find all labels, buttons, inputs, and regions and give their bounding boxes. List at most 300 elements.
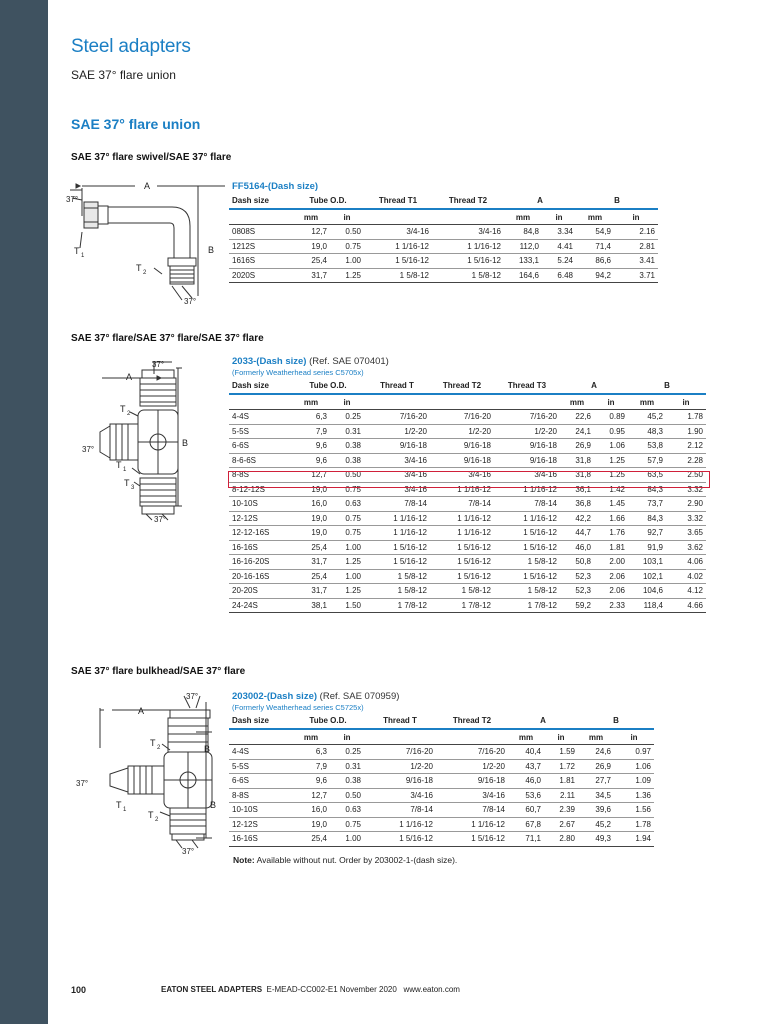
table-cell: 0.75	[330, 482, 364, 497]
table-cell: 7/16-20	[364, 745, 436, 760]
table-cell: 1.00	[330, 254, 364, 269]
swivel-elbow-diagram	[62, 176, 227, 306]
table-cell: 1 7/8-12	[430, 598, 494, 613]
table-cell: 7/16-20	[436, 745, 508, 760]
row-highlight-box	[228, 471, 710, 488]
table-cell: 3/4-16	[364, 788, 436, 803]
table-row	[229, 555, 706, 570]
table-cell: 63,5	[628, 468, 666, 483]
table-cell: 1.42	[594, 482, 628, 497]
label-angle: 37°	[154, 515, 167, 524]
table-cell: 0.38	[330, 774, 364, 789]
table-cell: 1/2-20	[436, 759, 508, 774]
table-cell: 1 5/16-12	[430, 569, 494, 584]
label-angle: 37°	[66, 195, 79, 204]
label-sub: 1	[123, 467, 127, 473]
table-cell: 3/4-16	[494, 468, 560, 483]
table-cell: 57,9	[628, 453, 666, 468]
table-cell: 0.95	[594, 424, 628, 439]
table-cell: 1 1/16-12	[436, 817, 508, 832]
table-cell: 53,8	[628, 439, 666, 454]
table-cell: 1 1/16-12	[494, 511, 560, 526]
table-cell: 0.75	[330, 239, 364, 254]
table-cell: 1 5/16-12	[494, 526, 560, 541]
table-cell: 1 1/16-12	[430, 482, 494, 497]
table-row	[229, 774, 654, 789]
table-row	[229, 268, 658, 283]
table-cell: 0.50	[330, 468, 364, 483]
table-cell: 1.81	[544, 774, 578, 789]
table-cell: 1 5/16-12	[430, 540, 494, 555]
table-cell: 42,2	[560, 511, 594, 526]
table-cell: 112,0	[504, 239, 542, 254]
table-row	[229, 254, 658, 269]
label-t: T	[124, 478, 130, 488]
table-cell: 16-16-20S	[229, 555, 292, 570]
table-cell: 1 1/16-12	[364, 511, 430, 526]
table-cell: 1.50	[330, 598, 364, 613]
table-cell: 1 5/8-12	[364, 268, 432, 283]
table-row	[229, 745, 654, 760]
table-cell: 2.06	[594, 569, 628, 584]
table-cell: 19,0	[292, 511, 330, 526]
table-cell: 60,7	[508, 803, 544, 818]
label-sub: 1	[81, 253, 85, 259]
side-band	[0, 0, 48, 1024]
table-cell: 1 1/16-12	[364, 817, 436, 832]
table-cell: 91,9	[628, 540, 666, 555]
table-cell: 6.48	[542, 268, 576, 283]
table-cell: 6,3	[292, 410, 330, 425]
table-cell: 10-10S	[229, 497, 292, 512]
table-cell: 7/16-20	[364, 410, 430, 425]
table-cell: 16-16S	[229, 540, 292, 555]
table-cell: 1.09	[614, 774, 654, 789]
table-cell: 3.34	[542, 225, 576, 240]
table-row	[229, 439, 706, 454]
table-cell: 1.72	[544, 759, 578, 774]
table-cell: 1/2-20	[494, 424, 560, 439]
table-cell: 0808S	[229, 225, 292, 240]
ff5164-rows	[229, 225, 658, 283]
table-cell: 52,3	[560, 584, 594, 599]
table-cell: 9/16-18	[430, 439, 494, 454]
table-row	[229, 598, 706, 613]
table-cell: 3.71	[614, 268, 658, 283]
table-cell: 27,7	[578, 774, 614, 789]
label-angle: 37°	[82, 445, 95, 454]
table-cell: 4.41	[542, 239, 576, 254]
table-cell: 25,4	[292, 254, 330, 269]
table-row	[229, 225, 658, 240]
table-row	[229, 569, 706, 584]
table-cell: 7/16-20	[494, 410, 560, 425]
table-cell: 2.33	[594, 598, 628, 613]
table-cell: 7/8-14	[436, 803, 508, 818]
table-cell: 1 5/8-12	[364, 569, 430, 584]
table-cell: 1.00	[330, 832, 364, 847]
table-cell: 1 1/16-12	[430, 511, 494, 526]
table-cell: 20-16-16S	[229, 569, 292, 584]
label-sub: 3	[131, 485, 135, 491]
table-cell: 1 5/8-12	[364, 584, 430, 599]
table-cell: 1 1/16-12	[430, 526, 494, 541]
table-cell: 46,0	[560, 540, 594, 555]
table-cell: 9/16-18	[494, 453, 560, 468]
table-cell: 2.80	[544, 832, 578, 847]
table-cell: 3.65	[666, 526, 706, 541]
table-cell: 12-12S	[229, 511, 292, 526]
table-cell: 2.06	[594, 584, 628, 599]
table-cell: 59,2	[560, 598, 594, 613]
table-cell: 53,6	[508, 788, 544, 803]
table-cell: 3/4-16	[364, 225, 432, 240]
label-t: T	[74, 246, 80, 256]
label-a: A	[144, 181, 151, 191]
label-t: T	[148, 810, 154, 820]
table-cell: 16,0	[292, 497, 330, 512]
table-cell: 1.25	[330, 268, 364, 283]
label-sub: 1	[123, 807, 127, 813]
block3-formerly: (Formerly Weatherhead series C5725x)	[232, 703, 364, 712]
table-cell: 3/4-16	[364, 482, 430, 497]
table-cell: 1.25	[594, 468, 628, 483]
block1-title: FF5164-(Dash size)	[232, 181, 319, 192]
table-cell: 7/8-14	[364, 497, 430, 512]
table-cell: 84,8	[504, 225, 542, 240]
table-cell: 43,7	[508, 759, 544, 774]
table-cell: 6-6S	[229, 774, 292, 789]
table-cell: 0.63	[330, 497, 364, 512]
label-angle: 37°	[76, 779, 89, 788]
table-cell: 4.12	[666, 584, 706, 599]
table-cell: 20-20S	[229, 584, 292, 599]
table-cell: 7/8-14	[430, 497, 494, 512]
page-title: Steel adapters	[71, 36, 191, 57]
table-cell: 1.90	[666, 424, 706, 439]
table-cell: 31,8	[560, 468, 594, 483]
table-cell: 71,1	[508, 832, 544, 847]
table-cell: 1 5/16-12	[364, 254, 432, 269]
table-cell: 7,9	[292, 424, 330, 439]
table-cell: 84,3	[628, 482, 666, 497]
table-cell: 1.78	[666, 410, 706, 425]
block2-heading: SAE 37° flare/SAE 37° flare/SAE 37° flare	[71, 333, 264, 344]
table-cell: 3/4-16	[436, 788, 508, 803]
table-cell: 0.25	[330, 745, 364, 760]
table-cell: 0.31	[330, 759, 364, 774]
table-cell: 12,7	[292, 225, 330, 240]
table-cell: 16,0	[292, 803, 330, 818]
table-cell: 19,0	[292, 482, 330, 497]
table-cell: 0.75	[330, 817, 364, 832]
table-cell: 22,6	[560, 410, 594, 425]
table-cell: 73,7	[628, 497, 666, 512]
t203002-table: Dash size Tube O.D. Thread T Thread T2 A B mm in mm in mm in 4-4S 6,3 0.25 7/16-20 7/16-20 40,4 1.59 24,6 0.97 5-5S 7,9 0.31 1/2-20 1/2-20 43,7 1.72 26,9 1.06 6-6S 9,6 0.38 9/16-18 9/16-18 46,0 1.81 27,7 1.09 8-8S 12,7 0.50 3/4-16 3/4-16 53,6 2.11 34,5 1.36 10-10S 16,0 0.63 7/8-14 7/8-14 60,7 2.39 39,6 1.56 12-12S 19,0 0.75 1 1/16-12 1 1/16-12 67,8 2.67 45,2 1.78 16-16S 25,4 1.00 1 5/16-12 1 5/16-12 71,1 2.80 49,3 1.94	[229, 712, 654, 847]
table-cell: 9/16-18	[364, 774, 436, 789]
table-cell: 9/16-18	[494, 439, 560, 454]
table-row	[229, 410, 706, 425]
table-cell: 1.66	[594, 511, 628, 526]
table-cell: 133,1	[504, 254, 542, 269]
table-cell: 1 5/16-12	[364, 555, 430, 570]
table-cell: 1/2-20	[430, 424, 494, 439]
table-cell: 8-8S	[229, 468, 292, 483]
table-cell: 92,7	[628, 526, 666, 541]
table-cell: 40,4	[508, 745, 544, 760]
table-cell: 2.00	[594, 555, 628, 570]
table-cell: 102,1	[628, 569, 666, 584]
label-sub: 2	[143, 270, 147, 276]
table-cell: 49,3	[578, 832, 614, 847]
table-cell: 39,6	[578, 803, 614, 818]
table-cell: 3.41	[614, 254, 658, 269]
block3-title: 203002-(Dash size) (Ref. SAE 070959)	[232, 691, 400, 702]
label-a: A	[126, 372, 133, 382]
table-cell: 1.81	[594, 540, 628, 555]
table-cell: 1 1/16-12	[364, 526, 430, 541]
table-cell: 5-5S	[229, 424, 292, 439]
table-cell: 1.59	[544, 745, 578, 760]
table-cell: 1.36	[614, 788, 654, 803]
table-row	[229, 424, 706, 439]
label-t: T	[136, 263, 142, 273]
table-cell: 4-4S	[229, 410, 292, 425]
table-cell: 2.16	[614, 225, 658, 240]
table-cell: 12-12S	[229, 817, 292, 832]
table-cell: 1 7/8-12	[494, 598, 560, 613]
table-cell: 25,4	[292, 540, 330, 555]
table-cell: 1/2-20	[364, 424, 430, 439]
table-cell: 26,9	[560, 439, 594, 454]
table-cell: 2.28	[666, 453, 706, 468]
table-cell: 1 5/8-12	[494, 555, 560, 570]
table-cell: 25,4	[292, 569, 330, 584]
table-cell: 2.67	[544, 817, 578, 832]
label-angle: 37°	[186, 692, 199, 701]
table-cell: 1.76	[594, 526, 628, 541]
table-cell: 31,7	[292, 584, 330, 599]
table-row	[229, 759, 654, 774]
table-cell: 1 7/8-12	[364, 598, 430, 613]
table-cell: 2.11	[544, 788, 578, 803]
table-cell: 0.25	[330, 410, 364, 425]
table-cell: 16-16S	[229, 832, 292, 847]
table-row	[229, 832, 654, 847]
table-cell: 12,7	[292, 468, 330, 483]
table-cell: 0.38	[330, 453, 364, 468]
table-cell: 9/16-18	[364, 439, 430, 454]
table-cell: 1.25	[330, 555, 364, 570]
table-cell: 45,2	[578, 817, 614, 832]
table-cell: 1 5/8-12	[430, 584, 494, 599]
label-t: T	[150, 738, 156, 748]
table-cell: 31,7	[292, 555, 330, 570]
table-cell: 1/2-20	[364, 759, 436, 774]
table-cell: 1.94	[614, 832, 654, 847]
table-cell: 48,3	[628, 424, 666, 439]
table-cell: 19,0	[292, 239, 330, 254]
table-cell: 1 5/16-12	[364, 540, 430, 555]
table-cell: 0.38	[330, 439, 364, 454]
table-cell: 25,4	[292, 832, 330, 847]
table-cell: 104,6	[628, 584, 666, 599]
table-cell: 1 1/16-12	[364, 239, 432, 254]
table-cell: 12-12-16S	[229, 526, 292, 541]
table-cell: 84,3	[628, 511, 666, 526]
table-cell: 9/16-18	[436, 774, 508, 789]
label-angle: 37°	[152, 360, 165, 369]
table-cell: 103,1	[628, 555, 666, 570]
table-cell: 10-10S	[229, 803, 292, 818]
page-subtitle: SAE 37° flare union	[71, 68, 176, 82]
table-cell: 8-6-6S	[229, 453, 292, 468]
table-cell: 36,8	[560, 497, 594, 512]
table-cell: 26,9	[578, 759, 614, 774]
table-cell: 1 5/16-12	[494, 540, 560, 555]
table-cell: 24-24S	[229, 598, 292, 613]
table-cell: 1 5/16-12	[436, 832, 508, 847]
table-cell: 1.06	[614, 759, 654, 774]
table-cell: 46,0	[508, 774, 544, 789]
table-cell: 2020S	[229, 268, 292, 283]
table-cell: 1.78	[614, 817, 654, 832]
table-cell: 0.75	[330, 511, 364, 526]
t2033-table: Dash size Tube O.D. Thread T Thread T2 Thread T3 A B mm in mm in mm in 4-4S 6,3 0.25 7/16-20 7/16-20 7/16-20 22,6 0.89 45,2 1.78 5-5S 7,9 0.31 1/2-20 1/2-20 1/2-20 24,1 0.95 48,3 1.90 6-6S 9,6 0.38 9/16-18 9/16-18 9/16-18 26,9 1.06 53,8 2.12 8-6-6S 9,6 0.38 3/4-16 9/16-18 9/16-18 31,8 1.25 57,9 2.28 8-8S 12,7 0.50 3/4-16 3/4-16 3/4-16 31,8 1.25 63,5 2.50 8-12-12S 19,0 0.75 3/4-16 1 1/16-12 1 1/16-12 36,1 1.42 84,3 3.32 10-10S 16,0 0.63 7/8-14 7/8-14 7/8-14 36,8 1.45 73,7 2.90 12-12S 19,0 0.75 1 1/16-12 1 1/16-12 1 1/16-12 42,2 1.66 84,3 3.32 12-12-16S 19,0 0.75 1 1/16-12 1 1/16-12 1 5/16-12 44,7 1.76 92,7 3.65 16-16S 25,4 1.00 1 5/16-12 1 5/16-12 1 5/16-12 46,0 1.81 91,9 3.62 16-16-20S 31,7 1.25 1 5/16-12 1 5/16-12 1 5/8-12 50,8 2.00 103,1 4.06 20-16-16S 25,4 1.00 1 5/8-12 1 5/16-12 1 5/16-12 52,3 2.06 102,1 4.02 20-20S 31,7 1.25 1 5/8-12 1 5/8-12 1 5/8-12 52,3 2.06 104,6 4.12 24-24S 38,1 1.50 1 7/8-12 1 7/8-12 1 7/8-12 59,2 2.33 118,4 4.66	[229, 377, 706, 613]
page-number: 100	[71, 985, 87, 995]
table-cell: 1 5/16-12	[364, 832, 436, 847]
ff5164-table: Dash size Tube O.D. Thread T1 Thread T2 A B mm in mm in mm in 0808S 12,7 0.50 3/4-16 3/4-16 84,8 3.34 54,9 2.16 1212S 19,0 0.75 1 1/16-12 1 1/16-12 112,0 4.41 71,4 2.81 1616S 25,4 1.00 1 5/16-12 1 5/16-12 133,1 5.24 86,6 3.41 2020S 31,7 1.25 1 5/8-12 1 5/8-12 164,6 6.48 94,2 3.71	[229, 192, 658, 283]
note: Note: Available without nut. Order by 203002-1-(dash size).	[233, 855, 458, 865]
table-cell: 1 5/8-12	[494, 584, 560, 599]
table-cell: 71,4	[576, 239, 614, 254]
table-row	[229, 803, 654, 818]
table-cell: 1.06	[594, 439, 628, 454]
table-cell: 2.12	[666, 439, 706, 454]
table-cell: 6,3	[292, 745, 330, 760]
table-cell: 1 5/16-12	[430, 555, 494, 570]
table-cell: 4-4S	[229, 745, 292, 760]
table-cell: 38,1	[292, 598, 330, 613]
table-cell: 7/8-14	[494, 497, 560, 512]
block1-heading: SAE 37° flare swivel/SAE 37° flare	[71, 152, 232, 163]
table-cell: 0.75	[330, 526, 364, 541]
table-cell: 0.50	[330, 788, 364, 803]
table-cell: 86,6	[576, 254, 614, 269]
table-cell: 67,8	[508, 817, 544, 832]
table-cell: 31,7	[292, 268, 330, 283]
label-sub: 2	[157, 745, 161, 751]
table-cell: 0.89	[594, 410, 628, 425]
table-cell: 4.02	[666, 569, 706, 584]
table-cell: 9/16-18	[430, 453, 494, 468]
table-cell: 5-5S	[229, 759, 292, 774]
table-cell: 6-6S	[229, 439, 292, 454]
table-cell: 9,6	[292, 439, 330, 454]
footer-text: EATON STEEL ADAPTERS E-MEAD-CC002-E1 November 2020 www.eaton.com	[161, 985, 460, 994]
table-cell: 2.39	[544, 803, 578, 818]
t2033-rows	[229, 410, 706, 613]
table-cell: 3.62	[666, 540, 706, 555]
table-cell: 3/4-16	[432, 225, 504, 240]
table-cell: 3/4-16	[364, 453, 430, 468]
table-cell: 19,0	[292, 526, 330, 541]
table-cell: 3/4-16	[364, 468, 430, 483]
block2-title: 2033-(Dash size) (Ref. SAE 070401)	[232, 356, 389, 367]
table-cell: 2.50	[666, 468, 706, 483]
t203002-rows	[229, 745, 654, 847]
table-cell: 7/16-20	[430, 410, 494, 425]
table-cell: 36,1	[560, 482, 594, 497]
table-cell: 19,0	[292, 817, 330, 832]
tee-diagram	[72, 356, 202, 524]
table-cell: 1 5/16-12	[432, 254, 504, 269]
label-a: A	[138, 706, 145, 716]
table-cell: 31,8	[560, 453, 594, 468]
label-sub: 2	[127, 411, 131, 417]
table-cell: 1 1/16-12	[494, 482, 560, 497]
label-b: B	[208, 245, 215, 255]
table-cell: 164,6	[504, 268, 542, 283]
table-cell: 1 5/8-12	[432, 268, 504, 283]
table-cell: 3.32	[666, 511, 706, 526]
table-cell: 24,6	[578, 745, 614, 760]
table-cell: 1.56	[614, 803, 654, 818]
table-cell: 1 5/16-12	[494, 569, 560, 584]
table-cell: 8-12-12S	[229, 482, 292, 497]
table-row	[229, 540, 706, 555]
table-cell: 1.00	[330, 540, 364, 555]
table-cell: 4.06	[666, 555, 706, 570]
table-cell: 52,3	[560, 569, 594, 584]
table-row	[229, 453, 706, 468]
table-cell: 8-8S	[229, 788, 292, 803]
table-cell: 0.50	[330, 225, 364, 240]
table-cell: 12,7	[292, 788, 330, 803]
table-cell: 34,5	[578, 788, 614, 803]
block3-heading: SAE 37° flare bulkhead/SAE 37° flare	[71, 666, 246, 677]
label-t: T	[116, 800, 122, 810]
table-cell: 1.45	[594, 497, 628, 512]
table-cell: 9,6	[292, 453, 330, 468]
table-row	[229, 584, 706, 599]
table-cell: 50,8	[560, 555, 594, 570]
label-t: T	[120, 404, 126, 414]
table-cell: 118,4	[628, 598, 666, 613]
table-cell: 1.00	[330, 569, 364, 584]
table-row	[229, 788, 654, 803]
bulkhead-tee-diagram	[72, 688, 222, 856]
table-cell: 24,1	[560, 424, 594, 439]
table-cell: 0.63	[330, 803, 364, 818]
table-cell: 5.24	[542, 254, 576, 269]
table-cell: 3/4-16	[430, 468, 494, 483]
table-cell: 4.66	[666, 598, 706, 613]
table-cell: 54,9	[576, 225, 614, 240]
label-angle: 37°	[182, 847, 195, 856]
table-cell: 0.31	[330, 424, 364, 439]
table-cell: 7,9	[292, 759, 330, 774]
table-cell: 1616S	[229, 254, 292, 269]
table-cell: 1 1/16-12	[432, 239, 504, 254]
table-cell: 1212S	[229, 239, 292, 254]
table-cell: 94,2	[576, 268, 614, 283]
table-cell: 2.81	[614, 239, 658, 254]
label-b: B	[210, 800, 217, 810]
table-cell: 0.97	[614, 745, 654, 760]
label-b: B	[204, 744, 211, 754]
table-row	[229, 497, 706, 512]
